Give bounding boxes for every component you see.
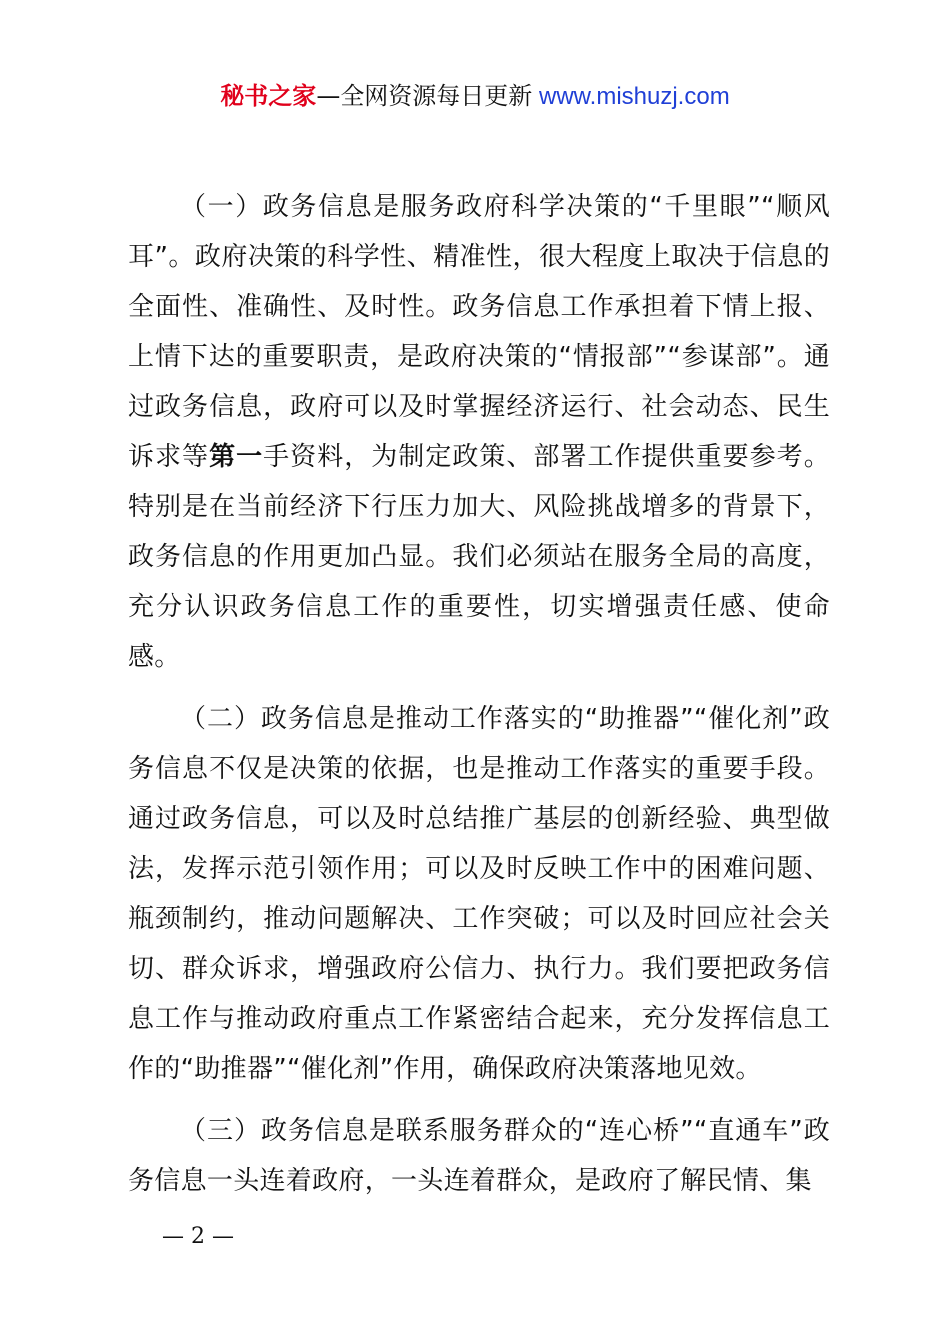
brand-name: 秘书之家 [220,82,317,110]
paragraph-1-text-start: （一）政务信息是服务政府科学决策的“千里眼”“顺风耳”。政府决策的科学性、精准性，很大程度上取决于信息的全面性、准确性、及时性。政务信息工作承担着下情上报、上情下达的重要职责，是政府决策的“情报部”“参谋部”。通过政务信息，政府可以及时掌握经济运行、社会动态、民生诉求等 [128,192,830,472]
paragraph-3: （三）政务信息是联系服务群众的“连心桥”“直通车”政务信息一头连着政府，一头连着群众，是政府了解民情、集 [128,1116,830,1196]
site-url-link[interactable]: www.mishuzj.com [532,83,730,110]
paragraph-1-text-end: 手资料，为制定政策、部署工作提供重要参考。特别是在当前经济下行压力加大、风险挑战增多的背景下，政务信息的作用更加凸显。我们必须站在服务全局的高度，充分认识政务信息工作的重要性，切实增强责任感、使命感。 [128,442,830,672]
document-body [128,182,830,1206]
page-number: — 2 — [162,1224,234,1249]
header-tagline: —全网资源每日更新 [316,82,533,110]
site-header [0,80,950,113]
paragraph-2: （二）政务信息是推动工作落实的“助推器”“催化剂”政务信息不仅是决策的依据，也是推动工作落实的重要手段。通过政务信息，可以及时总结推广基层的创新经验、典型做法，发挥示范引领作用；可以及时反映工作中的困难问题、瓶颈制约，推动问题解决、工作突破；可以及时回应社会关切、群众诉求，增强政府公信力、执行力。我们要把政务信息工作与推动政府重点工作紧密结合起来，充分发挥信息工作的“助推器”“催化剂”作用，确保政府决策落地见效。 [128,704,830,1084]
paragraph-1 [128,182,830,682]
paragraph-1-bold-text: 第一 [209,442,264,472]
